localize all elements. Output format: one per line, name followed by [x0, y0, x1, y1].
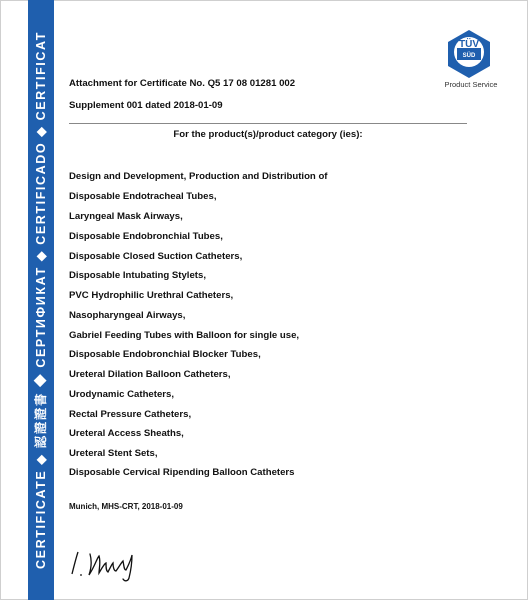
signature-icon — [66, 544, 156, 584]
product-item: Disposable Intubating Stylets, — [69, 270, 206, 281]
product-item: Gabriel Feeding Tubes with Balloon for single use, — [69, 330, 300, 341]
logo-caption: Product Service — [444, 80, 498, 89]
product-item: Ureteral Dilation Balloon Catheters, — [69, 369, 231, 380]
product-item: PVC Hydrophilic Urethral Catheters, — [69, 290, 234, 301]
logo-mark-text: TÜV — [459, 39, 479, 50]
product-item: Disposable Endotracheal Tubes, — [69, 191, 217, 202]
product-item: Rectal Pressure Catheters, — [69, 409, 192, 420]
scope-intro: Design and Development, Production and Distribution of — [69, 171, 328, 182]
product-item: Ureteral Access Sheaths, — [69, 428, 184, 439]
product-item: Laryngeal Mask Airways, — [69, 211, 183, 222]
divider-rule — [69, 123, 467, 124]
product-item: Ureteral Stent Sets, — [69, 448, 158, 459]
product-item: Disposable Cervical Ripending Balloon Catheters — [69, 467, 295, 478]
certificate-side-band-text: CERTIFICATE ◆ 認證證書 ◆ СЕРТИФИКАТ ◆ CERTIFICADO ◆ CERTIFICAT — [34, 31, 48, 569]
supplement-line: Supplement 001 dated 2018-01-09 — [69, 100, 223, 111]
product-item: Nasopharyngeal Airways, — [69, 310, 186, 321]
product-item: Disposable Endobronchial Blocker Tubes, — [69, 349, 261, 360]
attachment-line: Attachment for Certificate No. Q5 17 08 01281 002 — [69, 78, 296, 89]
section-heading: For the product(s)/product category (ies): — [173, 129, 363, 140]
logo-sub-text: SÜD — [462, 53, 476, 59]
tuv-sud-logo-icon — [444, 29, 494, 79]
product-item: Urodynamic Catheters, — [69, 389, 175, 400]
product-item: Disposable Closed Suction Catheters, — [69, 251, 243, 262]
product-item: Disposable Endobronchial Tubes, — [69, 231, 223, 242]
issue-place-date: Munich, MHS-CRT, 2018-01-09 — [69, 502, 183, 511]
